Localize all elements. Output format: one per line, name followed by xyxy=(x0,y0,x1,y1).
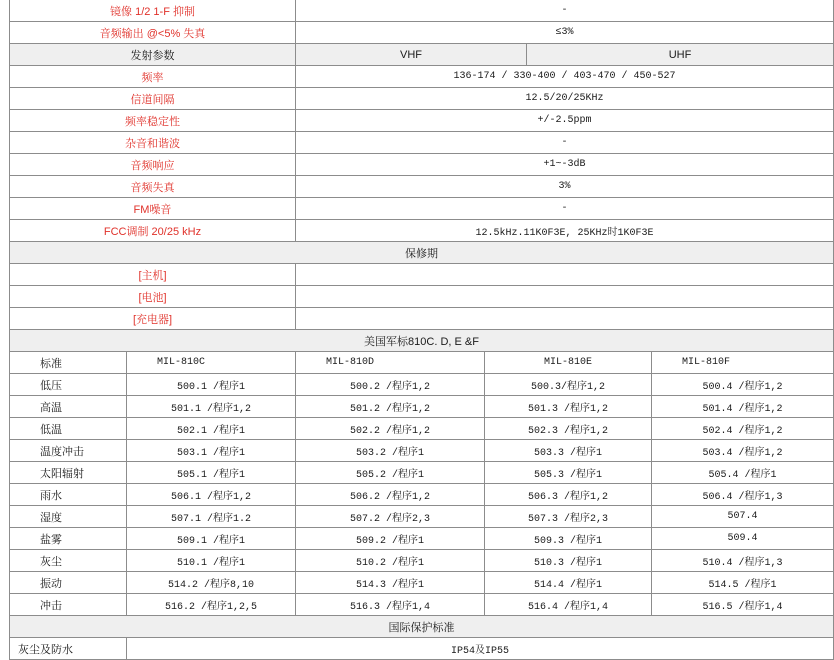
mil-column-header-row xyxy=(10,352,834,374)
mil-810d-value: 501.2 /程序1,2 xyxy=(296,396,485,418)
mil-810f-value: 503.4 /程序1,2 xyxy=(652,440,834,462)
uhf-column-header: UHF xyxy=(527,44,834,66)
mil-810d-value: 500.2 /程序1,2 xyxy=(296,374,485,396)
mil-810d-value: 503.2 /程序1 xyxy=(296,440,485,462)
mil-810d-value: 514.3 /程序1 xyxy=(296,572,485,594)
spec-label: 音频失真 xyxy=(10,176,296,198)
mil-810d-value: 509.2 /程序1 xyxy=(296,528,485,550)
mil-810c-value: 509.1 /程序1 xyxy=(127,528,296,550)
warranty-label-charger: [充电器] xyxy=(10,308,296,330)
mil-test-name: 高温 xyxy=(10,396,127,418)
mil-row xyxy=(10,594,834,616)
warranty-label-battery: [电池] xyxy=(10,286,296,308)
spec-value: 3% xyxy=(296,176,834,198)
warranty-header: 保修期 xyxy=(10,242,834,264)
mil-test-name: 振动 xyxy=(10,572,127,594)
section-header-row xyxy=(10,330,834,352)
spec-value: - xyxy=(296,198,834,220)
warranty-value xyxy=(296,286,834,308)
spec-label: 信道间隔 xyxy=(10,88,296,110)
mil-810f-value: 507.4 xyxy=(652,506,834,528)
mil-col-810e: MIL-810E xyxy=(485,352,652,374)
mil-810f-value: 505.4 /程序1 xyxy=(652,462,834,484)
spec-label: 杂音和谐波 xyxy=(10,132,296,154)
mil-810d-value: 507.2 /程序2,3 xyxy=(296,506,485,528)
mil-col-810f: MIL-810F xyxy=(652,352,834,374)
spec-value: - xyxy=(296,132,834,154)
mil-row xyxy=(10,418,834,440)
spec-label: FCC调制 20/25 kHz xyxy=(10,220,296,242)
spec-row xyxy=(10,110,834,132)
mil-row xyxy=(10,374,834,396)
mil-row xyxy=(10,396,834,418)
mil-header: 美国军标810C. D, E &F xyxy=(10,330,834,352)
spec-row xyxy=(10,88,834,110)
mil-810c-value: 510.1 /程序1 xyxy=(127,550,296,572)
mil-810e-value: 502.3 /程序1,2 xyxy=(485,418,652,440)
mil-test-name: 湿度 xyxy=(10,506,127,528)
mil-810e-value: 501.3 /程序1,2 xyxy=(485,396,652,418)
mil-810e-value: 503.3 /程序1 xyxy=(485,440,652,462)
mil-810f-value: 516.5 /程序1,4 xyxy=(652,594,834,616)
mil-test-name: 雨水 xyxy=(10,484,127,506)
warranty-row xyxy=(10,308,834,330)
spec-row xyxy=(10,66,834,88)
mil-row xyxy=(10,506,834,528)
ip-label: 灰尘及防水 xyxy=(10,638,127,660)
mil-810e-value: 514.4 /程序1 xyxy=(485,572,652,594)
ip-row xyxy=(10,638,834,660)
spec-value: ≤3% xyxy=(296,22,834,44)
spec-value: 12.5/20/25KHz xyxy=(296,88,834,110)
mil-810f-value: 500.4 /程序1,2 xyxy=(652,374,834,396)
warranty-value xyxy=(296,308,834,330)
mil-test-name: 低压 xyxy=(10,374,127,396)
mil-810d-value: 516.3 /程序1,4 xyxy=(296,594,485,616)
mil-810f-value: 502.4 /程序1,2 xyxy=(652,418,834,440)
spec-value: - xyxy=(296,0,834,22)
mil-col-standard: 标准 xyxy=(10,352,127,374)
warranty-value xyxy=(296,264,834,286)
mil-810c-value: 507.1 /程序1.2 xyxy=(127,506,296,528)
spec-row xyxy=(10,22,834,44)
spec-row xyxy=(10,198,834,220)
warranty-label-main-unit: [主机] xyxy=(10,264,296,286)
mil-810e-value: 516.4 /程序1,4 xyxy=(485,594,652,616)
mil-810f-value: 506.4 /程序1,3 xyxy=(652,484,834,506)
mil-test-name: 低温 xyxy=(10,418,127,440)
spec-label: 频率 xyxy=(10,66,296,88)
section-header-row xyxy=(10,616,834,638)
mil-test-name: 盐雾 xyxy=(10,528,127,550)
mil-810c-value: 516.2 /程序1,2,5 xyxy=(127,594,296,616)
mil-810c-value: 506.1 /程序1,2 xyxy=(127,484,296,506)
mil-810c-value: 500.1 /程序1 xyxy=(127,374,296,396)
mil-test-name: 冲击 xyxy=(10,594,127,616)
spec-value: 12.5kHz.11K0F3E, 25KHz时1K0F3E xyxy=(296,220,834,242)
mil-810d-value: 505.2 /程序1 xyxy=(296,462,485,484)
mil-test-name: 灰尘 xyxy=(10,550,127,572)
warranty-row xyxy=(10,286,834,308)
spec-row xyxy=(10,176,834,198)
mil-row xyxy=(10,572,834,594)
spec-label: 音频响应 xyxy=(10,154,296,176)
section-header-row xyxy=(10,242,834,264)
spec-row xyxy=(10,220,834,242)
spec-row xyxy=(10,132,834,154)
spec-label: 音频输出 @<5% 失真 xyxy=(10,22,296,44)
mil-row xyxy=(10,462,834,484)
mil-810c-value: 502.1 /程序1 xyxy=(127,418,296,440)
mil-col-810c: MIL-810C xyxy=(127,352,296,374)
mil-row xyxy=(10,528,834,550)
mil-col-810d: MIL-810D xyxy=(296,352,485,374)
mil-test-name: 温度冲击 xyxy=(10,440,127,462)
mil-810e-value: 509.3 /程序1 xyxy=(485,528,652,550)
spec-row xyxy=(10,0,834,22)
mil-810e-value: 507.3 /程序2,3 xyxy=(485,506,652,528)
mil-row xyxy=(10,550,834,572)
spec-value: 136-174 / 330-400 / 403-470 / 450-527 xyxy=(296,66,834,88)
mil-810c-value: 514.2 /程序8,10 xyxy=(127,572,296,594)
mil-810e-value: 510.3 /程序1 xyxy=(485,550,652,572)
mil-810f-value: 514.5 /程序1 xyxy=(652,572,834,594)
spec-table-wrapper xyxy=(9,0,833,660)
mil-810c-value: 501.1 /程序1,2 xyxy=(127,396,296,418)
spec-value: +/-2.5ppm xyxy=(296,110,834,132)
mil-row xyxy=(10,440,834,462)
warranty-row xyxy=(10,264,834,286)
mil-810f-value: 509.4 xyxy=(652,528,834,550)
mil-810d-value: 502.2 /程序1,2 xyxy=(296,418,485,440)
spec-row xyxy=(10,154,834,176)
spec-label: 镜像 1/2 1-F 抑制 xyxy=(10,0,296,22)
mil-test-name: 太阳辐射 xyxy=(10,462,127,484)
mil-810c-value: 505.1 /程序1 xyxy=(127,462,296,484)
mil-810d-value: 510.2 /程序1 xyxy=(296,550,485,572)
mil-810f-value: 501.4 /程序1,2 xyxy=(652,396,834,418)
spec-value: +1~-3dB xyxy=(296,154,834,176)
mil-810d-value: 506.2 /程序1,2 xyxy=(296,484,485,506)
mil-810e-value: 505.3 /程序1 xyxy=(485,462,652,484)
ip-value: IP54及IP55 xyxy=(127,638,834,660)
ip-header: 国际保护标准 xyxy=(10,616,834,638)
spec-table xyxy=(9,0,834,660)
vhf-column-header: VHF xyxy=(296,44,527,66)
section-header-row xyxy=(10,44,834,66)
mil-810c-value: 503.1 /程序1 xyxy=(127,440,296,462)
spec-label: 频率稳定性 xyxy=(10,110,296,132)
mil-810e-value: 506.3 /程序1,2 xyxy=(485,484,652,506)
mil-row xyxy=(10,484,834,506)
mil-rows xyxy=(10,374,834,616)
transmit-header: 发射参数 xyxy=(10,44,296,66)
spec-label: FM噪音 xyxy=(10,198,296,220)
mil-810e-value: 500.3/程序1,2 xyxy=(485,374,652,396)
mil-810f-value: 510.4 /程序1,3 xyxy=(652,550,834,572)
